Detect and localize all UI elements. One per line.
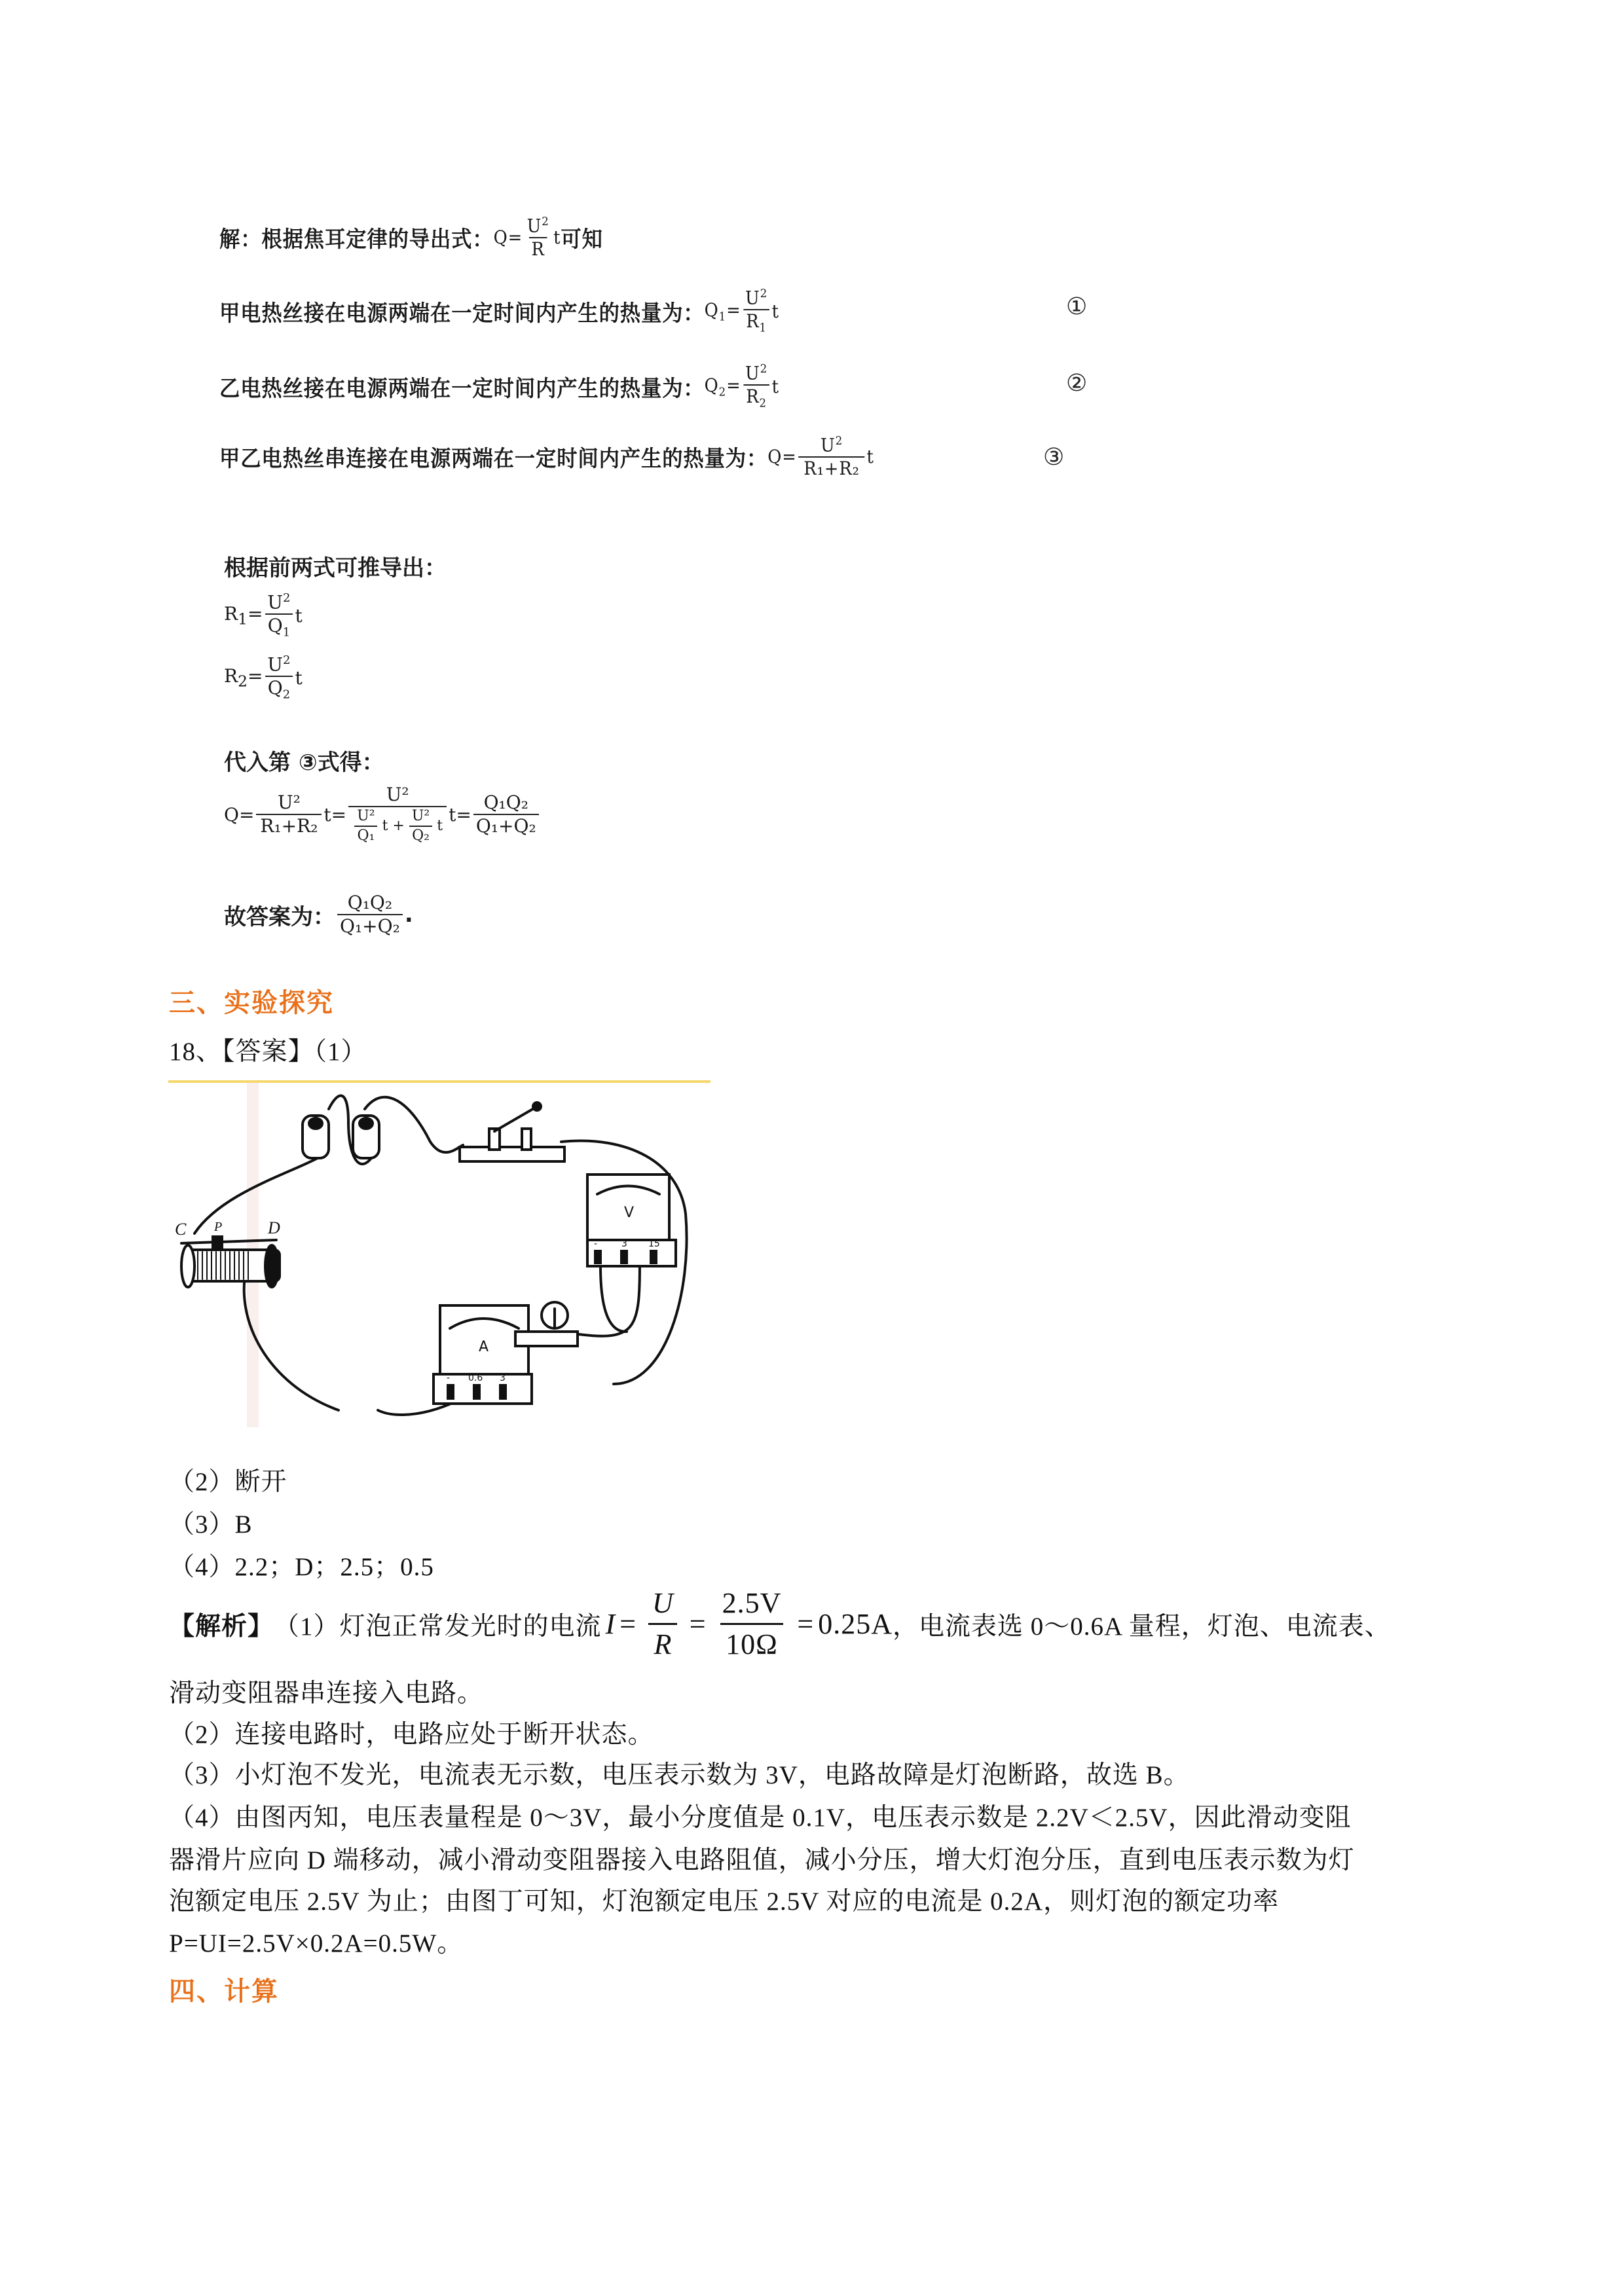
solution-intro-text: 解：根据焦耳定律的导出式： xyxy=(219,227,494,253)
equation-1-text: 甲电热丝接在电源两端在一定时间内产生的热量为： xyxy=(219,300,705,327)
frac-den: R xyxy=(648,1623,677,1660)
rheostat-label-d: D xyxy=(268,1218,280,1237)
eq1-fraction xyxy=(743,288,769,335)
joule-fraction xyxy=(525,216,551,259)
answer-3: （3）B xyxy=(169,1510,253,1539)
analysis-p4-line2: 器滑片应向 D 端移动，减小滑动变阻器接入电路阻值，减小分压，增大灯泡分压，直到电压表示数为灯 xyxy=(169,1846,1355,1874)
formula-equals-2: = xyxy=(689,1608,707,1641)
formula-equals-1: = xyxy=(619,1608,637,1641)
frac-num: Q₁Q₂ xyxy=(347,892,393,913)
voltmeter-terminal-neg: - xyxy=(594,1239,598,1249)
q-fraction-1 xyxy=(256,793,322,835)
analysis-p1-suffix: ，电流表选 0～0.6A 量程，灯泡、电流表、 xyxy=(893,1612,1391,1641)
nested-frac-a xyxy=(354,809,377,843)
frac-den: 10Ω xyxy=(720,1623,783,1660)
q-fraction-2 xyxy=(348,786,447,843)
eq3-lhs: Q= xyxy=(767,446,797,468)
frac-den: R xyxy=(746,310,760,333)
frac-num: U xyxy=(526,215,542,237)
frac-num: U xyxy=(267,653,284,676)
voltmeter-terminal-15: 15 xyxy=(648,1239,660,1249)
eq2-fraction xyxy=(743,363,769,410)
frac-den-sub: 1 xyxy=(759,321,767,335)
nested-t: t xyxy=(437,818,443,834)
frac-den-sub: 1 xyxy=(282,625,291,640)
frac-den-sub: 2 xyxy=(759,396,767,410)
eq1-lhs: Q xyxy=(704,299,719,321)
eq3-tail: t xyxy=(866,446,874,468)
frac-den: Q xyxy=(267,615,283,637)
voltmeter-terminal-3: 3 xyxy=(621,1239,627,1249)
circuit-diagram-figure xyxy=(168,1080,710,1430)
frac-den: Q xyxy=(267,677,283,699)
analysis-p4-line1: （4）由图丙知，电压表量程是 0～3V，最小分度值是 0.1V，电压表示数是 2.2V＜2.5V，因此滑动变阻 xyxy=(169,1804,1352,1832)
solution-intro-line xyxy=(219,216,603,259)
frac-den: Q₁ xyxy=(354,826,377,843)
frac-den-sub: 2 xyxy=(282,687,291,702)
analysis-label: 【解析】 xyxy=(169,1612,274,1641)
frac-sup: 2 xyxy=(283,591,291,605)
frac-num: U xyxy=(821,434,836,456)
frac-sup: 2 xyxy=(835,434,843,448)
r1-tail: t xyxy=(295,604,303,627)
q-fraction-3 xyxy=(473,793,539,835)
equation-2-line xyxy=(219,363,779,410)
equation-3-text: 甲乙电热丝串连接在电源两端在一定时间内产生的热量为： xyxy=(219,446,768,473)
analysis-paragraph-1 xyxy=(169,1588,1391,1661)
r2-lhs: R xyxy=(224,665,238,687)
r1-equals: = xyxy=(247,603,263,625)
rheostat-label-c: C xyxy=(175,1220,187,1239)
q-t2: t= xyxy=(449,803,471,826)
frac-num: U² xyxy=(278,792,301,813)
eq1-tail: t xyxy=(771,300,779,322)
formula-values-fraction xyxy=(717,1588,787,1661)
eq2-lhs: Q xyxy=(704,374,719,396)
frac-den: R₁+R₂ xyxy=(256,814,322,835)
frac-sup: 2 xyxy=(283,653,291,667)
ammeter-symbol: A xyxy=(479,1339,489,1355)
final-answer-fraction xyxy=(337,894,403,936)
final-answer-line xyxy=(224,894,413,936)
r2-tail: t xyxy=(295,666,303,689)
formula-tail: t xyxy=(553,227,561,249)
ammeter-terminal-3: 3 xyxy=(500,1373,506,1383)
nested-denominator xyxy=(348,806,447,843)
answer-4: （4）2.2；D；2.5；0.5 xyxy=(169,1553,434,1581)
frac-num: U xyxy=(745,362,760,384)
nested-frac-b xyxy=(409,809,432,843)
r1-fraction xyxy=(265,592,293,639)
voltmeter-symbol: V xyxy=(624,1205,635,1221)
equation-1-line xyxy=(219,288,779,335)
ammeter-terminal-neg: - xyxy=(447,1373,451,1383)
final-answer-prefix: 故答案为： xyxy=(224,903,335,930)
r2-fraction xyxy=(265,655,293,701)
section-heading-experiment: 三、实验探究 xyxy=(169,988,334,1018)
derivation-intro: 根据前两式可推导出： xyxy=(224,555,447,581)
frac-den: Q₁+Q₂ xyxy=(473,814,539,835)
r1-equation xyxy=(224,592,303,639)
analysis-p4-line3: 泡额定电压 2.5V 为止；由图丁可知，灯泡额定电压 2.5V 对应的电流是 0.2A，则灯泡的额定功率 xyxy=(169,1887,1280,1916)
analysis-paragraph-3: （3）小灯泡不发光，电流表无示数，电压表示数为 3V，电路故障是灯泡断路，故选 B。 xyxy=(169,1761,1190,1789)
rheostat-label-p: P xyxy=(214,1220,223,1234)
q-total-equation xyxy=(224,786,541,843)
analysis-p1-line2: 滑动变阻器串连接入电路。 xyxy=(169,1679,484,1707)
ammeter-terminal-06: 0.6 xyxy=(468,1373,483,1383)
frac-sup: 2 xyxy=(760,287,768,301)
formula-current-symbol: I xyxy=(605,1608,616,1641)
final-answer-suffix: . xyxy=(404,902,413,928)
r2-equals: = xyxy=(247,665,263,687)
frac-sup: 2 xyxy=(542,215,549,228)
equation-label-3: ③ xyxy=(1043,444,1065,471)
equation-label-1: ① xyxy=(1066,293,1088,320)
circuit-diagram xyxy=(168,1083,710,1427)
q-t1: t= xyxy=(323,803,347,826)
eq2-equals: = xyxy=(726,374,741,396)
r2-lhs-sub: 2 xyxy=(238,672,248,691)
eq1-lhs-sub: 1 xyxy=(718,310,727,324)
analysis-p1-prefix: （1）灯泡正常发光时的电流 xyxy=(274,1612,602,1641)
frac-sup: 2 xyxy=(760,362,768,376)
frac-num: U² xyxy=(357,808,375,824)
frac-num: U² xyxy=(411,808,430,824)
nested-plus: t + xyxy=(382,818,405,834)
frac-num: U xyxy=(652,1587,674,1619)
frac-num: 2.5V xyxy=(722,1587,782,1619)
r2-equation xyxy=(224,655,303,701)
frac-den: R₁+R₂ xyxy=(799,456,865,478)
formula-u-over-r xyxy=(647,1588,679,1661)
frac-den: R xyxy=(746,386,760,408)
equation-2-text: 乙电热丝接在电源两端在一定时间内产生的热量为： xyxy=(219,375,705,402)
frac-num: U xyxy=(745,287,760,309)
formula-lhs: Q= xyxy=(493,227,523,249)
q-lhs: Q= xyxy=(224,803,255,826)
eq1-equals: = xyxy=(726,299,741,321)
analysis-paragraph-2: （2）连接电路时，电路应处于断开状态。 xyxy=(169,1721,654,1749)
frac-num: Q₁Q₂ xyxy=(483,792,528,813)
r1-lhs: R xyxy=(224,603,238,625)
solution-intro-suffix: 可知 xyxy=(561,227,603,253)
equation-3-line xyxy=(219,435,874,478)
analysis-p4-line4: P=UI=2.5V×0.2A=0.5W。 xyxy=(169,1929,464,1958)
q18-answer-label: 18、【答案】（1） xyxy=(169,1038,367,1066)
frac-den: Q₂ xyxy=(409,826,432,843)
formula-result: 0.25A xyxy=(818,1608,893,1641)
answer-2: （2）断开 xyxy=(169,1468,287,1496)
formula-equals-3: = xyxy=(797,1608,815,1641)
eq3-fraction xyxy=(799,435,865,478)
frac-num: U xyxy=(267,591,284,613)
section-heading-calculation: 四、计算 xyxy=(169,1977,279,2007)
frac-num: U² xyxy=(386,784,409,805)
frac-den: Q₁+Q₂ xyxy=(337,914,403,936)
eq2-tail: t xyxy=(771,375,779,397)
r1-lhs-sub: 1 xyxy=(238,610,248,629)
frac-den: R xyxy=(529,237,547,259)
substitute-line: 代入第 ③式得： xyxy=(224,750,384,776)
equation-label-2: ② xyxy=(1066,370,1088,397)
eq2-lhs-sub: 2 xyxy=(718,385,727,399)
